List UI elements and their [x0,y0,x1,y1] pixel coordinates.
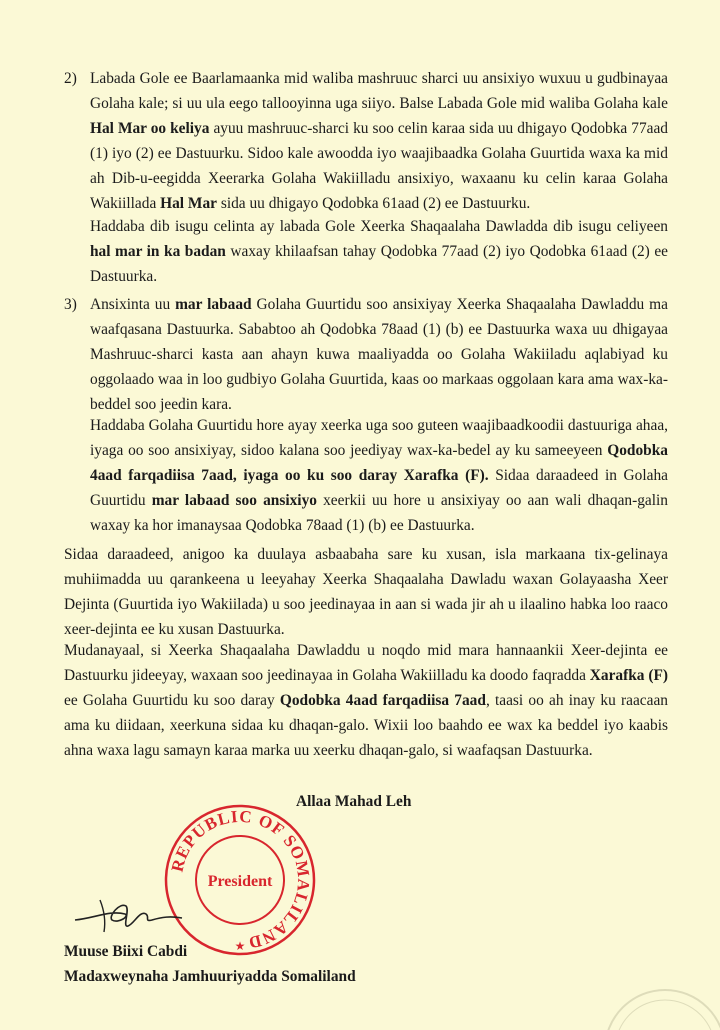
stamp-ring-text: REPUBLIC OF SOMALILAND [167,806,314,953]
handwritten-signature [70,880,190,940]
item-number: 2) [64,70,77,87]
item-number: 3) [64,296,77,313]
paragraph-item2-a: Labada Gole ee Baarlamaanka mid waliba mashruuc sharci uu ansixiyo wuxuu u gudbinayaa Golaha kale; si uu ula eego tallooyinna uga siiyo. Balse Labada Gole mid waliba Golaha kale Hal Mar oo keliya ayuu mashruuc-sharci ku soo celin karaa sida uu dhigayo Qodobka 77aad (1) iyo (2) ee Dastuurku. Sidoo kale awoodda iyo waajibaadka Golaha Guurtida waxa ka mid ah Dib-u-eegidda Xeerarka Golaha Wakiilladu ansixiyo, waxaanu ku celin karaa Golaha Wakiillada Hal Mar sida uu dhigayo Qodobka 61aad (2) ee Dastuurku. [90,70,669,212]
paragraph-item2-b: Haddaba dib isugu celinta ay labada Gole Xeerka Shaqaalaha Dawladda dib isugu celiyeen hal mar in ka badan waxay khilaafsan tahay Qodobka 77aad (2) iyo Qodobka 61aad (2) ee Dastuurka. [90,218,668,285]
signatory-title: Madaxweynaha Jamhuuriyadda Somaliland [64,968,356,985]
closing-salutation: Allaa Mahad Leh [296,793,412,810]
paragraph-sidaa: Sidaa daraadeed, anigoo ka duulaya asbaabaha sare ku xusan, isla markaana tix-gelinaya muhiimadda uu qarankeena u leeyahay Xeerka Shaqaalaha Dawladu waxan Golayaasha Xeer Dejinta (Guurtida iyo Wakiilada) u soo jeedinayaa in aan si wada jir ah u ilaalino habka loo raaco xeer-dejinta ee ku xusan Dastuurka. [64,546,668,638]
paragraph-mudanayaal: Mudanayaal, si Xeerka Shaqaalaha Dawladdu u noqdo mid mara hannaankii Xeer-dejinta ee Dastuurku jideeyay, waxaan soo jeedinayaa in Golaha Wakiilladu ka doodo faqradda Xarafka (F) ee Golaha Guurtidu ku soo daray Qodobka 4aad farqadiisa 7aad, taasi oo ah inay ku raacaan ama ku diidaan, xeerkuna sidaa ku dhaqan-galo. Wixii loo baahdo ee wax ka beddel iyo kaabis ahna waxa lagu samayn karaa marka uu xeerku dhaqan-galo, si waafaqsan Dastuurka. [64,642,668,759]
stamp-star-icon: ★ [234,939,246,953]
stamp-center-text: President [207,873,273,890]
paragraph-item3-b: Haddaba Golaha Guurtidu hore ayay xeerka uga soo guteen waajibaadkoodii dastuuriga ahaa, iyaga oo soo ansixiyay, sidoo kalana soo jeediyay wax-ka-bedel ay ku sameeyeen Qodobka 4aad farqadiisa 7aad, iyaga oo ku soo daray Xarafka (F). Sidaa daraadeed in Golaha Guurtidu mar labaad soo ansixiyo xeerkii uu hore u ansixiyay oo aan wali dhaqan-galin waxay ka hor imanaysaa Qodobka 78aad (1) (b) ee Dastuurka. [90,417,668,534]
paragraph-item3-a: Ansixinta uu mar labaad Golaha Guurtidu soo ansixiyay Xeerka Shaqaalaha Dawladdu ma waafqasana Dastuurka. Sababtoo ah Qodobka 78aad (1) (b) ee Dastuurka waxa uu dhigayaa Mashruuc-sharci kasta aan ahayn kuwa maaliyadda oo Golaha Wakiiladu aqlabiyad ku oggolaado waa in loo gudbiyo Golaha Guurtida, kaas oo markaas oggolaan kara ama wax-ka-beddel soo jeedin kara. [90,296,668,413]
watermark-seal [585,960,720,1030]
signatory-name: Muuse Biixi Cabdi [64,943,188,960]
